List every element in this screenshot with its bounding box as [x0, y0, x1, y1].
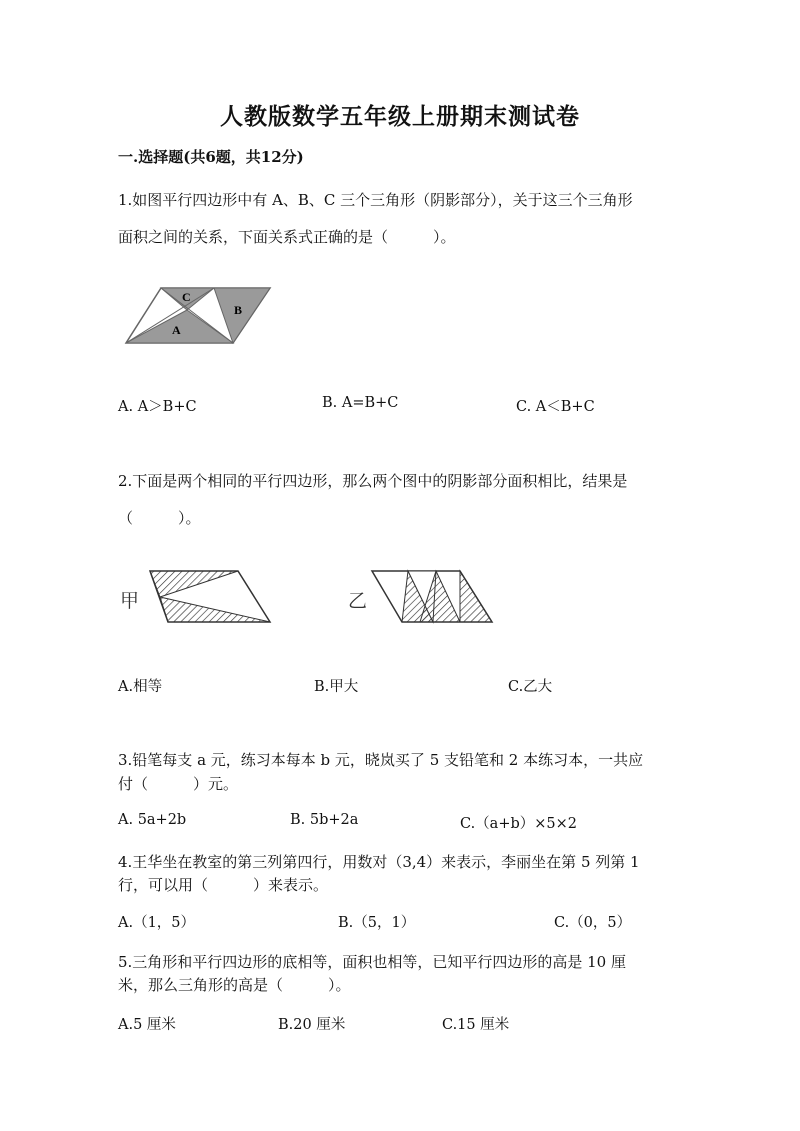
question-2-line-1: 2.下面是两个相同的平行四边形，那么两个图中的阴影部分面积相比，结果是 — [118, 472, 628, 490]
question-1-line-2: 面积之间的关系，下面关系式正确的是（ ）。 — [118, 228, 456, 246]
q5-option-b: B.20 厘米 — [278, 1017, 346, 1033]
q1-option-c: C. A＜B+C — [516, 399, 595, 415]
q3-option-a: A. 5a+2b — [118, 812, 187, 828]
question-3-line-1: 3.铅笔每支 a 元，练习本每本 b 元，晓岚买了 5 支铅笔和 2 本练习本，一共应 — [118, 751, 644, 769]
label-c: C — [182, 290, 191, 304]
question-2-line-2: （ ）。 — [118, 509, 201, 527]
q2-option-c: C.乙大 — [508, 679, 553, 695]
shaded-triangle-yi-3 — [460, 571, 492, 622]
label-a: A — [172, 323, 181, 337]
q4-option-c: C.（0，5） — [554, 915, 632, 931]
question-3-line-2: 付（ ）元。 — [118, 775, 239, 793]
section-heading: 一.选择题(共6题，共12分) — [118, 148, 304, 166]
q5-option-a: A.5 厘米 — [118, 1017, 176, 1033]
q4-option-b: B.（5，1） — [338, 915, 416, 931]
question-4-line-1: 4.王华坐在教室的第三列第四行，用数对（3,4）来表示，李丽坐在第 5 列第 1 — [118, 853, 640, 871]
question-1-figure — [120, 280, 280, 350]
q3-option-c: C.（a+b）×5×2 — [460, 816, 578, 832]
label-yi: 乙 — [348, 590, 368, 612]
q5-option-c: C.15 厘米 — [442, 1017, 510, 1033]
label-b: B — [234, 303, 243, 317]
question-1-line-1: 1.如图平行四边形中有 A、B、C 三个三角形（阴影部分），关于这三个三角形 — [118, 191, 633, 209]
q2-option-a: A.相等 — [118, 679, 163, 695]
q2-option-b: B.甲大 — [314, 679, 359, 695]
page-title: 人教版数学五年级上册期末测试卷 — [220, 103, 580, 130]
question-4-line-2: 行，可以用（ ）来表示。 — [118, 876, 329, 894]
question-2-figure — [120, 562, 510, 632]
q3-option-b: B. 5b+2a — [290, 812, 359, 828]
q4-option-a: A.（1，5） — [118, 915, 196, 931]
label-jia: 甲 — [120, 590, 140, 612]
question-5-line-2: 米，那么三角形的高是（ ）。 — [118, 976, 351, 994]
q1-option-b: B. A=B+C — [322, 395, 399, 411]
q1-option-a: A. A＞B+C — [118, 399, 197, 415]
question-5-line-1: 5.三角形和平行四边形的底相等，面积也相等，已知平行四边形的高是 10 厘 — [118, 953, 626, 971]
